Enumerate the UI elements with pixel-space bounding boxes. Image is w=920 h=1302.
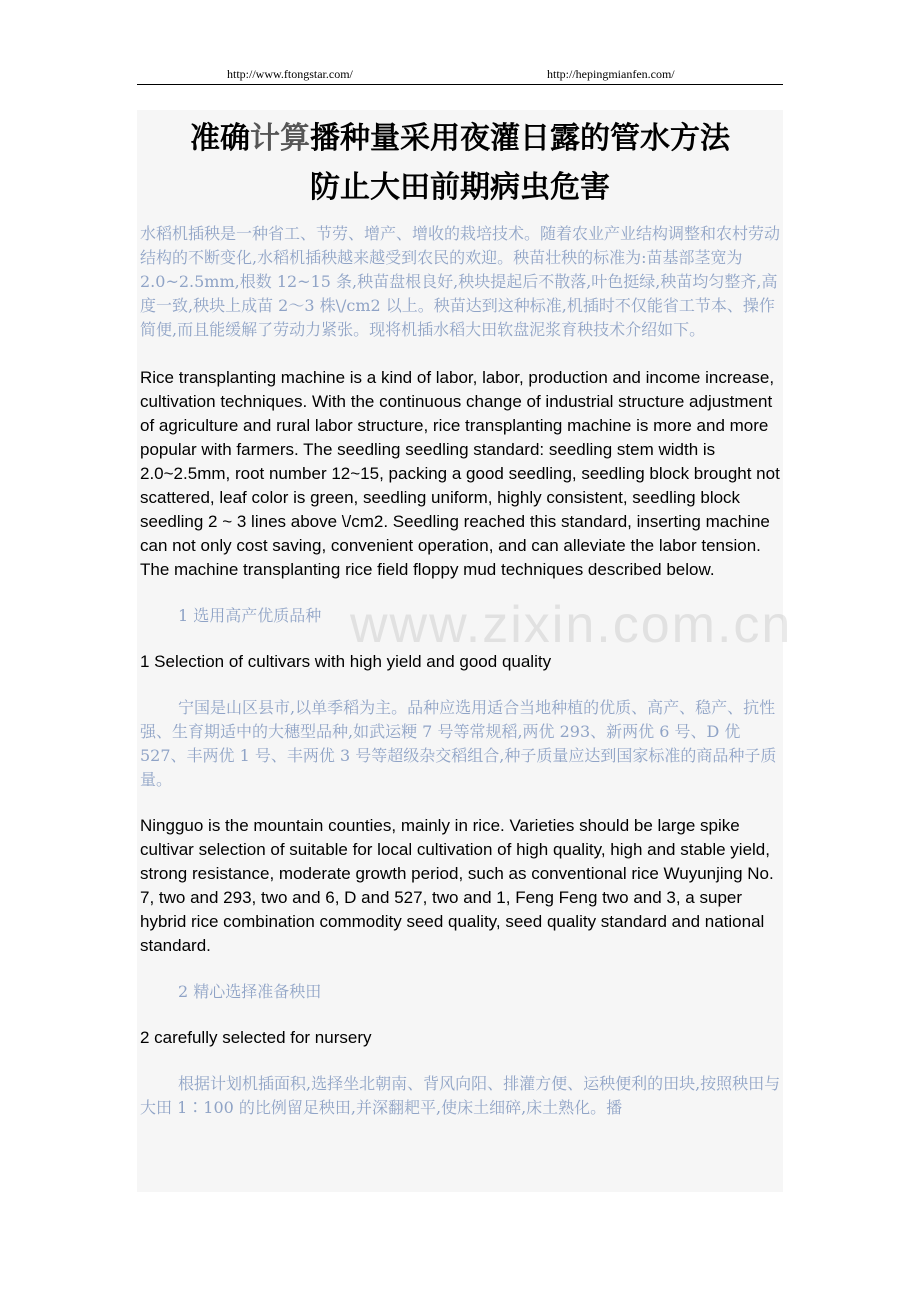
title-line1-part-b: 计算 <box>250 121 310 156</box>
paragraph-2-english: Ningguo is the mountain counties, mainly in rice. Varieties should be large spike cultivar selection of suitable for local cultivation of high quality, high and stable yield, strong resistance, moderate growth period, such as conventional rice Wuyunjing No. 7, two and 293, two and 6, D and 527, two and 1, Feng Feng two and 3, a super hybrid rice combination commodity seed quality, seed quality standard and national standard. <box>140 816 774 955</box>
paragraph-1-chinese: 水稻机插秧是一种省工、节劳、增产、增收的栽培技术。随着农业产业结构调整和农村劳动结构的不断变化,水稻机插秧越来越受到农民的欢迎。秧苗壮秧的标准为:苗基部茎宽为 2.0~2.5mm,根数 12~15 条,秧苗盘根良好,秧块提起后不散落,叶色挺绿,秧苗均匀整齐,高度一致,秧块上成苗 2～3 株\/cm2 以上。秧苗达到这种标准,机插时不仅能省工节本、操作简便,而且能缓解了劳动力紧张。现将机插水稻大田软盘泥浆育秧技术介绍如下。 <box>140 224 781 339</box>
header-left-url[interactable]: http://www.ftongstar.com/ <box>227 67 353 81</box>
heading-1-english: 1 Selection of cultivars with high yield and good quality <box>140 652 552 671</box>
heading-1-chinese: 1 选用高产优质品种 <box>178 606 322 625</box>
header-right-url[interactable]: http://hepingmianfen.com/ <box>547 67 675 81</box>
paragraph-2-chinese: 宁国是山区县市,以单季稻为主。品种应选用适合当地种植的优质、高产、稳产、抗性强、生育期适中的大穗型品种,如武运粳 7 号等常规稻,两优 293、新两优 6 号、D 优 527、丰两优 1 号、丰两优 3 号等超级杂交稻组合,种子质量应达到国家标准的商品种子质量。 <box>140 698 777 789</box>
paragraph-1-english: Rice transplanting machine is a kind of labor, labor, production and income increase, cultivation techniques. With the continuous change of industrial structure adjustment of agriculture and rural labor structure, rice transplanting machine is more and more popular with farmers. The seedling seedling standard: seedling stem width is 2.0~2.5mm, root number 12~15, packing a good seedling, seedling block brought not scattered, leaf color is green, seedling uniform, highly consistent, seedling block seedling 2 ~ 3 lines above \/cm2. Seedling reached this standard, inserting machine can not only cost saving, convenient operation, and can alleviate the labor tension. The machine transplanting rice field floppy mud techniques described below. <box>140 368 780 579</box>
title-line1-part-c: 播种量采用夜灌日露的管水方法 <box>310 121 730 156</box>
page-header <box>137 62 783 85</box>
paragraph-3-chinese: 根据计划机插面积,选择坐北朝南、背风向阳、排灌方便、运秧便利的田块,按照秧田与大田 1∶100 的比例留足秧田,并深翻耙平,使床土细碎,床土熟化。播 <box>140 1074 781 1117</box>
heading-2-english: 2 carefully selected for nursery <box>140 1028 372 1047</box>
title-line1-part-a: 准确 <box>190 121 250 156</box>
document-body <box>137 110 783 1192</box>
document-title <box>137 114 783 212</box>
title-line2: 防止大田前期病虫危害 <box>310 170 610 205</box>
heading-2-chinese: 2 精心选择准备秧田 <box>178 982 322 1001</box>
